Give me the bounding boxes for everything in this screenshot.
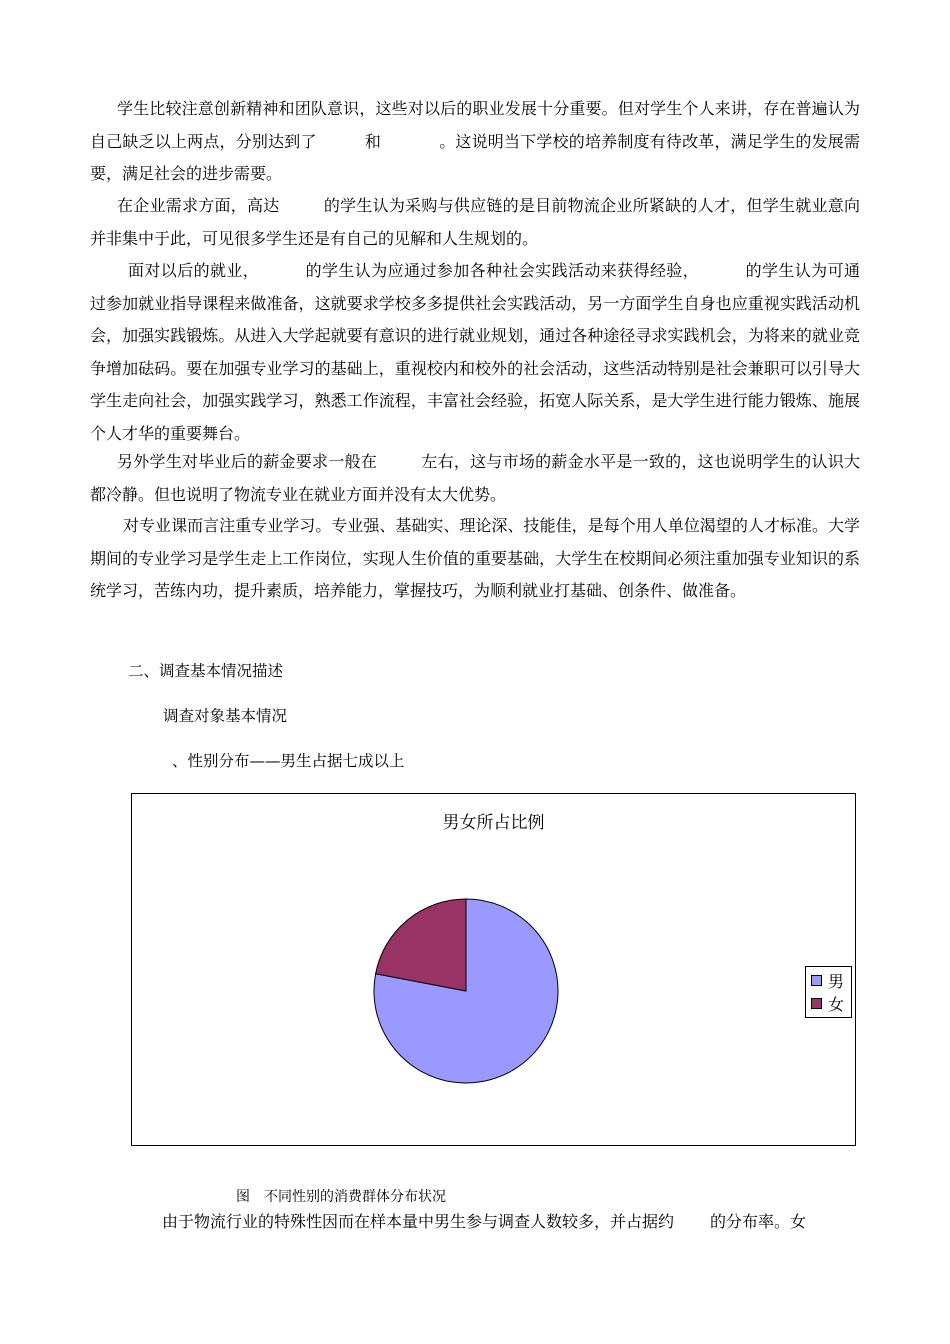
chart-legend <box>805 966 852 1018</box>
legend-label-female: 女 <box>828 994 845 1014</box>
paragraph-6: 由于物流行业的特殊性因而在样本量中男生参与调查人数较多，并占据约 的分布率。女 <box>162 1212 807 1231</box>
paragraph-1: 学生比较注意创新精神和团队意识，这些对以后的职业发展十分重要。但对学生个人来讲，存在普遍认为自己缺乏以上两点，分别达到了 和 。这说明当下学校的培养制度有待改革，满足学生的发展需要，满足社会的进步需要。 <box>90 99 860 183</box>
legend-item-female <box>811 992 844 1014</box>
legend-label-male: 男 <box>828 971 845 991</box>
paragraph-5: 对专业课而言注重专业学习。专业强、基础实、理论深、技能佳，是每个用人单位渴望的人才标准。大学期间的专业学习是学生走上工作岗位，实现人生价值的重要基础，大学生在校期间必须注重加强专业知识的系统学习，苦练内功，提升素质，培养能力，掌握技巧，为顺利就业打基础、创条件、做准备。 <box>90 516 860 600</box>
chart-title: 男女所占比例 <box>442 813 545 833</box>
legend-swatch-male <box>811 975 822 986</box>
item-heading: 、性别分布——男生占据七成以上 <box>172 752 405 770</box>
paragraph-2: 在企业需求方面，高达 的学生认为采购与供应链的是目前物流企业所紧缺的人才，但学生就业意向并非集中于此，可见很多学生还是有自己的见解和人生规划的。 <box>90 196 860 248</box>
figure-caption: 图 不同性别的消费群体分布状况 <box>236 1189 446 1205</box>
pie-svg <box>132 794 854 1144</box>
legend-item-male <box>811 969 844 991</box>
pie-chart <box>131 793 856 1146</box>
section-heading: 二、调查基本情况描述 <box>128 662 284 680</box>
subsection-heading: 调查对象基本情况 <box>163 707 288 725</box>
legend-swatch-female <box>811 998 822 1009</box>
paragraph-3: 面对以后的就业， 的学生认为应通过参加各种社会实践活动来获得经验， 的学生认为可通过参加就业指导课程来做准备，这就要求学校多多提供社会实践活动，另一方面学生自身也应重视实践活动机会，加强实践锻炼。从进入大学起就要有意识的进行就业规划，通过各种途径寻求实践机会，为将来的就业竞争增加砝码。要在加强专业学习的基础上，重视校内和校外的社会活动，这些活动特别是社会兼职可以引导大学生走向社会，加强实践学习，熟悉工作流程，丰富社会经验，拓宽人际关系，是大学生进行能力锻炼、施展个人才华的重要舞台。 <box>90 261 860 443</box>
paragraph-4: 另外学生对毕业后的薪金要求一般在 左右，这与市场的薪金水平是一致的，这也说明学生的认识大都冷静。但也说明了物流专业在就业方面并没有太大优势。 <box>90 452 860 504</box>
